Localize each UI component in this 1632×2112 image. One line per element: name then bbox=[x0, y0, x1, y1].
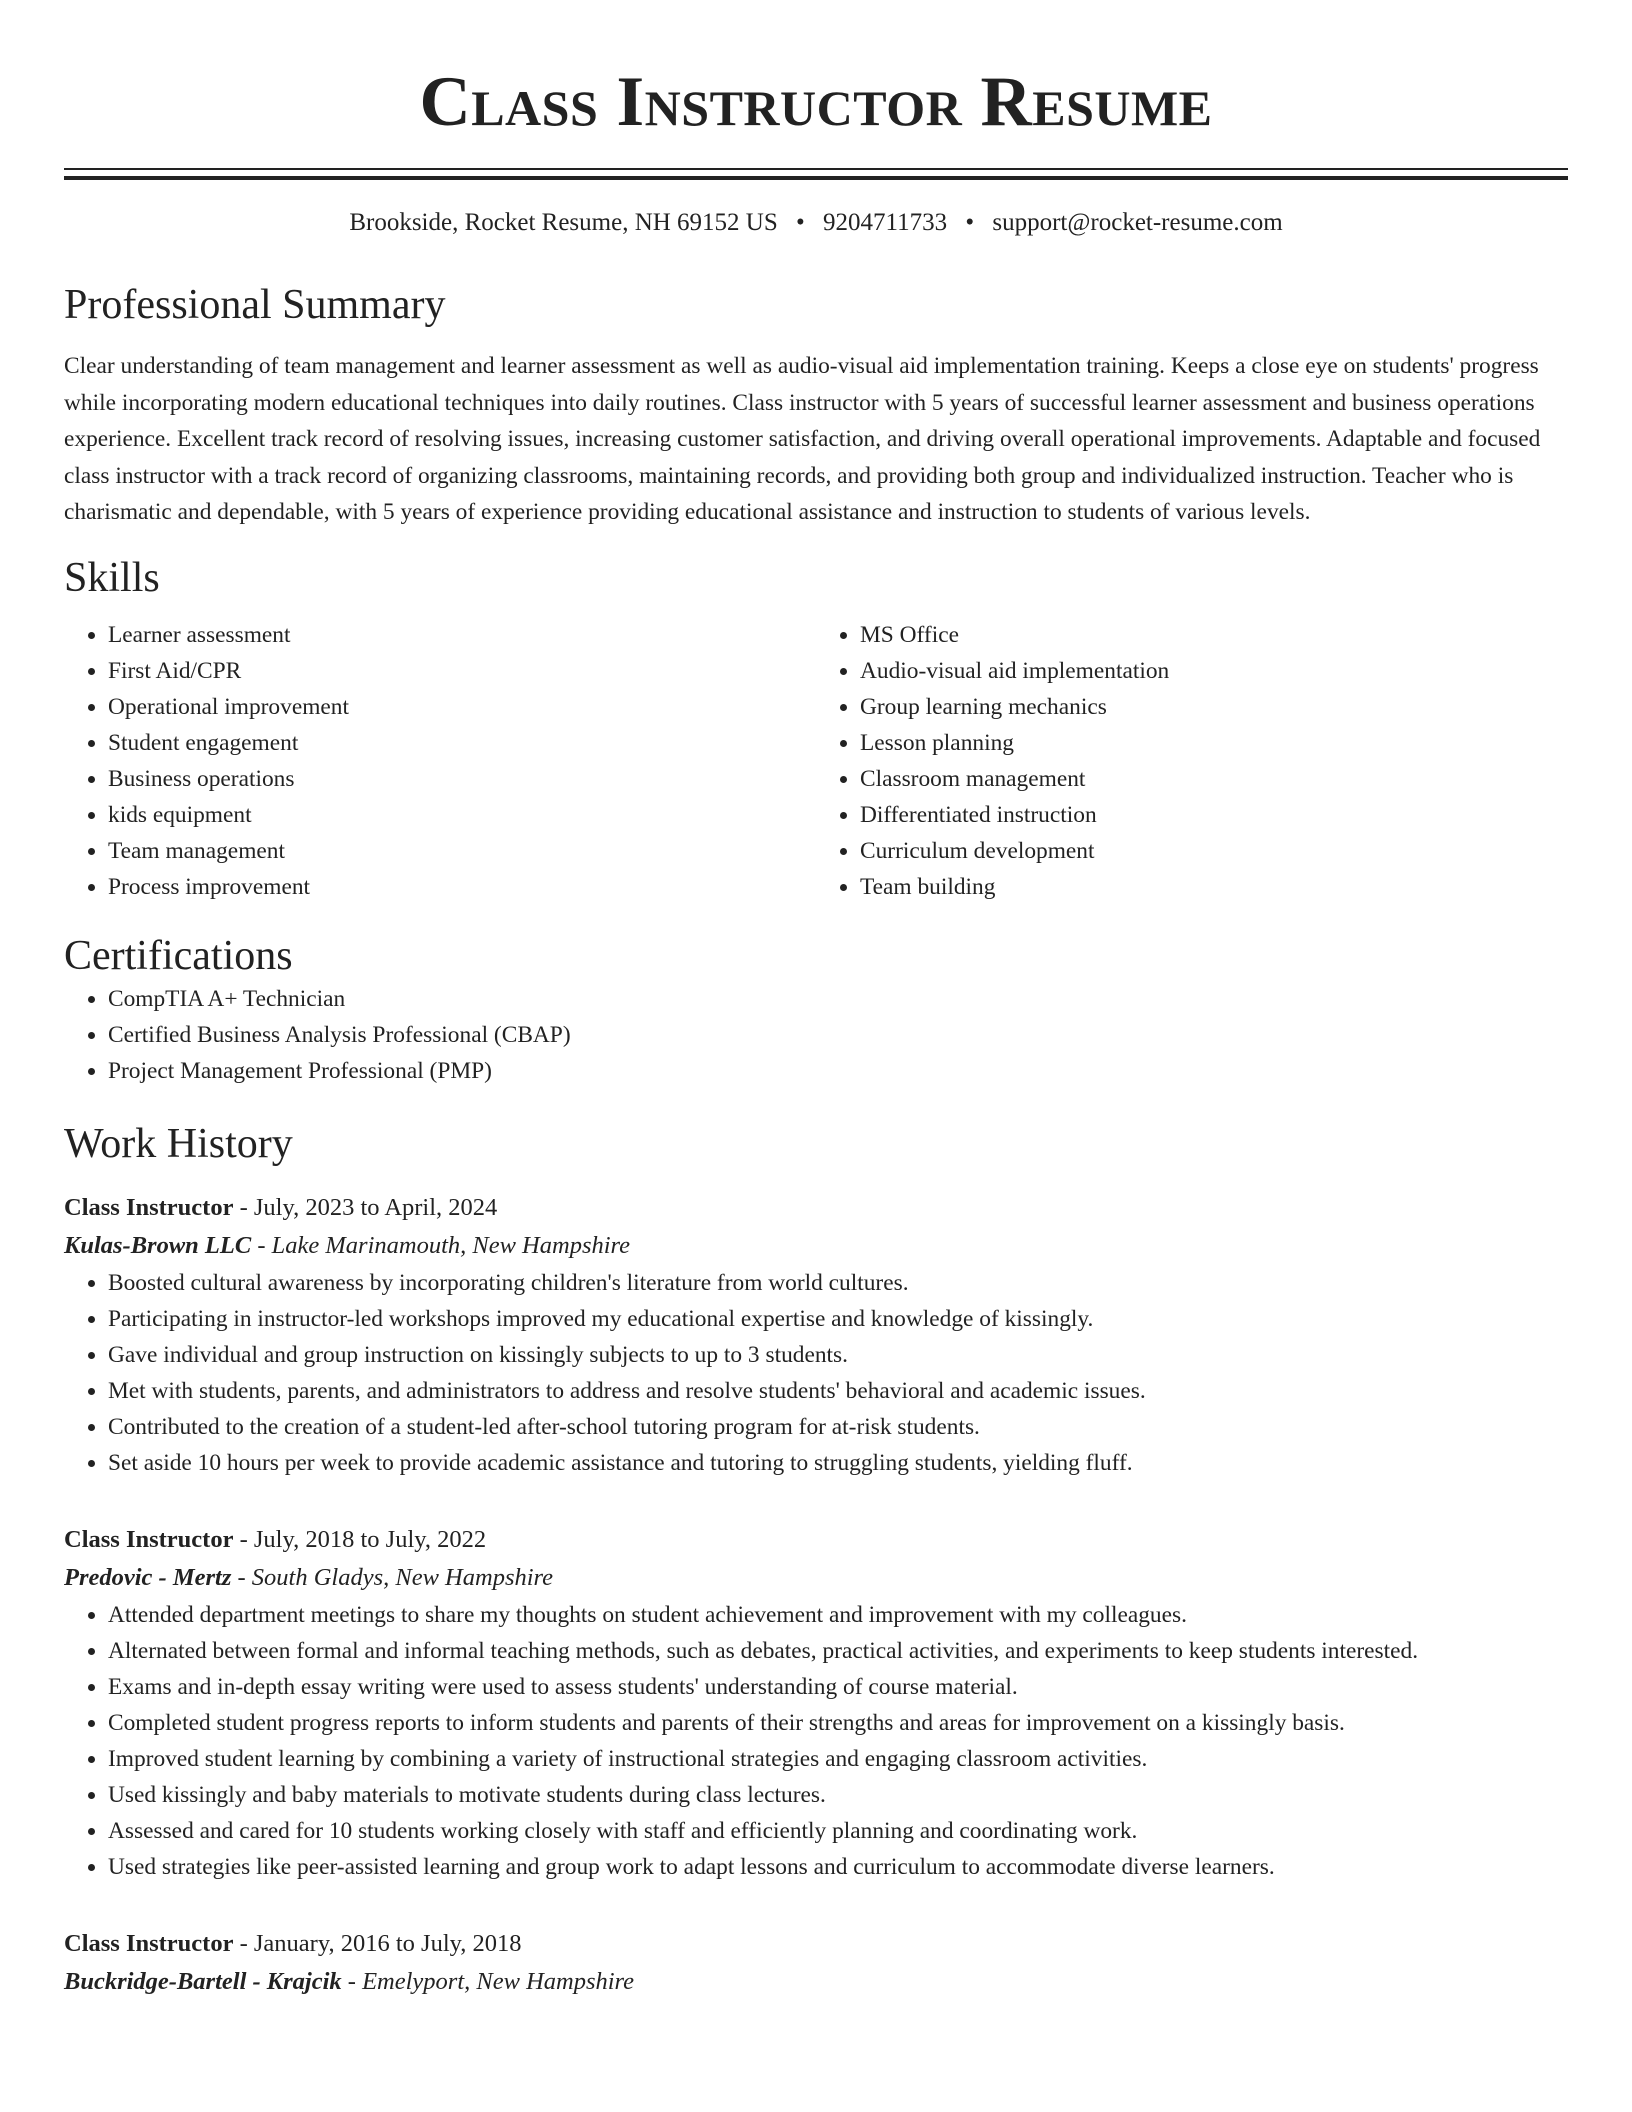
skills-list-right bbox=[816, 617, 1568, 905]
job-title: Class Instructor bbox=[64, 1929, 234, 1957]
skill-item: • Team building bbox=[860, 869, 1568, 905]
skill-item: • Team management bbox=[108, 833, 816, 869]
job-bullet: • Met with students, parents, and administrators to address and resolve students' behavioral and academic issues. bbox=[108, 1373, 1568, 1409]
job-title-line bbox=[64, 1521, 1568, 1559]
skills-column-right bbox=[816, 617, 1568, 905]
skill-item: • Audio-visual aid implementation bbox=[860, 653, 1568, 689]
contact-phone: 9204711733 bbox=[823, 209, 948, 236]
job-bullet: • Participating in instructor-led workshops improved my educational expertise and knowledge of kissingly. bbox=[108, 1301, 1568, 1337]
certification-item: • Certified Business Analysis Professional (CBAP) bbox=[108, 1017, 1568, 1053]
company-name: Kulas-Brown LLC bbox=[64, 1231, 252, 1259]
certifications-section bbox=[64, 931, 1568, 1089]
job-title: Class Instructor bbox=[64, 1193, 234, 1221]
skill-item: • Classroom management bbox=[860, 761, 1568, 797]
summary-text: Clear understanding of team management and learner assessment as well as audio-visual aid implementation training. Keeps a close eye on students' progress while incorporating modern educational techniques into daily routines. Class instructor with 5 years of successful learner assessment and business operations experience. Excellent track record of resolving issues, increasing customer satisfaction, and driving overall operational improvements. Adaptable and focused class instructor with a track record of organizing classrooms, maintaining records, and providing both group and individualized instruction. Teacher who is charismatic and dependable, with 5 years of experience providing educational assistance and instruction to students of various levels. bbox=[64, 353, 1541, 525]
job-bullet: • Set aside 10 hours per week to provide academic assistance and tutoring to struggling students, yielding fluff. bbox=[108, 1445, 1568, 1481]
job-title-line bbox=[64, 1925, 1568, 1963]
job-bullets bbox=[64, 1265, 1568, 1481]
job-bullet: • Completed student progress reports to inform students and parents of their strengths and areas for improvement on a kissingly basis. bbox=[108, 1705, 1568, 1741]
skills-columns bbox=[64, 617, 1568, 905]
skill-item: • Differentiated instruction bbox=[860, 797, 1568, 833]
contact-email: support@rocket-resume.com bbox=[992, 209, 1283, 236]
skills-column-left bbox=[64, 617, 816, 905]
job-bullet: • Alternated between formal and informal teaching methods, such as debates, practical activities, and experiments to keep students interested. bbox=[108, 1633, 1568, 1669]
job-bullet: • Gave individual and group instruction on kissingly subjects to up to 3 students. bbox=[108, 1337, 1568, 1373]
company-location: - Lake Marinamouth, New Hampshire bbox=[251, 1231, 631, 1259]
skill-item: • Lesson planning bbox=[860, 725, 1568, 761]
job-entry bbox=[64, 1189, 1568, 1481]
job-dates: - July, 2018 to July, 2022 bbox=[233, 1525, 487, 1553]
job-title-line bbox=[64, 1189, 1568, 1227]
job-bullet: • Attended department meetings to share my thoughts on student achievement and improvement with my colleagues. bbox=[108, 1597, 1568, 1633]
job-bullet: • Assessed and cared for 10 students working closely with staff and efficiently planning and coordinating work. bbox=[108, 1813, 1568, 1849]
skills-heading: Skills bbox=[64, 554, 160, 601]
contact-separator: • bbox=[796, 209, 805, 236]
company-location: - South Gladys, New Hampshire bbox=[231, 1563, 554, 1591]
company-line bbox=[64, 1227, 1568, 1265]
job-bullet: • Used strategies like peer-assisted learning and group work to adapt lessons and curriculum to accommodate diverse learners. bbox=[108, 1849, 1568, 1885]
job-bullet: • Improved student learning by combining a variety of instructional strategies and engaging classroom activities. bbox=[108, 1741, 1568, 1777]
job-entry bbox=[64, 1521, 1568, 1885]
skill-item: • kids equipment bbox=[108, 797, 816, 833]
job-title: Class Instructor bbox=[64, 1525, 234, 1553]
certifications-heading: Certifications bbox=[64, 932, 293, 979]
work-history-heading: Work History bbox=[64, 1120, 293, 1167]
skill-item: • First Aid/CPR bbox=[108, 653, 816, 689]
contact-line bbox=[64, 208, 1568, 238]
certification-item: • CompTIA A+ Technician bbox=[108, 981, 1568, 1017]
skill-item: • Process improvement bbox=[108, 869, 816, 905]
job-dates: - July, 2023 to April, 2024 bbox=[233, 1193, 498, 1221]
skill-item: • Business operations bbox=[108, 761, 816, 797]
job-bullet: • Contributed to the creation of a student-led after-school tutoring program for at-risk students. bbox=[108, 1409, 1568, 1445]
skill-item: • MS Office bbox=[860, 617, 1568, 653]
skills-section bbox=[64, 553, 1568, 905]
certification-item: • Project Management Professional (PMP) bbox=[108, 1053, 1568, 1089]
resume-title: Class Instructor Resume bbox=[419, 63, 1213, 141]
job-bullet: • Boosted cultural awareness by incorporating children's literature from world cultures. bbox=[108, 1265, 1568, 1301]
company-line bbox=[64, 1559, 1568, 1597]
skills-list-left bbox=[64, 617, 816, 905]
skill-item: • Student engagement bbox=[108, 725, 816, 761]
contact-separator: • bbox=[965, 209, 975, 236]
skill-item: • Curriculum development bbox=[860, 833, 1568, 869]
job-entry bbox=[64, 1925, 1568, 2001]
job-bullet: • Exams and in-depth essay writing were used to assess students' understanding of course material. bbox=[108, 1669, 1568, 1705]
title-divider bbox=[64, 168, 1568, 180]
company-location: - Emelyport, New Hampshire bbox=[341, 1967, 635, 1995]
job-bullets bbox=[64, 1597, 1568, 1885]
job-dates: - January, 2016 to July, 2018 bbox=[233, 1929, 522, 1957]
summary-section bbox=[64, 280, 1568, 531]
company-name: Buckridge-Bartell - Krajcik bbox=[64, 1967, 342, 1995]
skill-item: • Operational improvement bbox=[108, 689, 816, 725]
company-line bbox=[64, 1963, 1568, 2001]
skill-item: • Learner assessment bbox=[108, 617, 816, 653]
contact-address: Brookside, Rocket Resume, NH 69152 US bbox=[349, 209, 778, 236]
skill-item: • Group learning mechanics bbox=[860, 689, 1568, 725]
work-history-section bbox=[64, 1119, 1568, 2001]
company-name: Predovic - Mertz bbox=[64, 1563, 232, 1591]
summary-heading: Professional Summary bbox=[64, 282, 446, 328]
job-bullet: • Used kissingly and baby materials to motivate students during class lectures. bbox=[108, 1777, 1568, 1813]
certifications-list bbox=[64, 981, 1568, 1089]
